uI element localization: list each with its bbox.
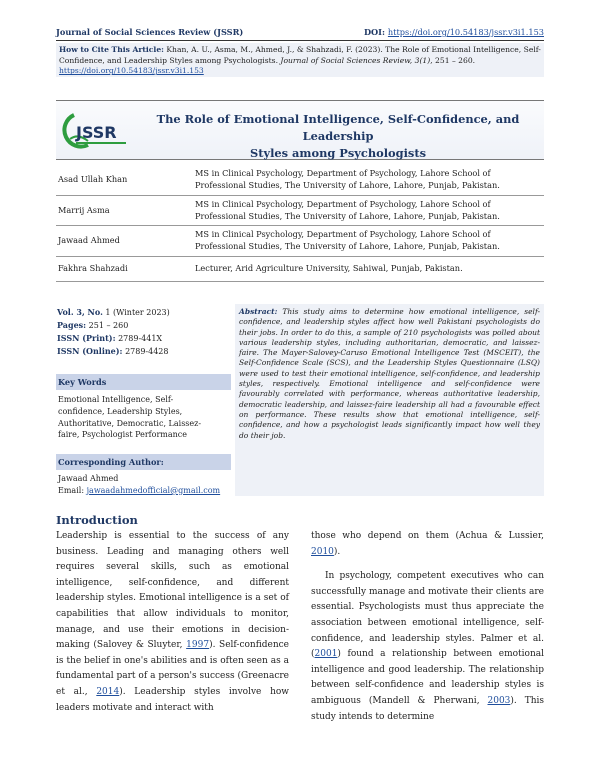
publication-info xyxy=(56,304,231,372)
author-affiliation xyxy=(195,167,540,191)
issn-print-value: 2789-441X xyxy=(118,334,163,343)
table-divider xyxy=(56,281,544,282)
author-name: Asad Ullah Khan xyxy=(58,174,128,184)
keywords-line: Emotional Intelligence, Self- xyxy=(58,395,174,404)
table-divider xyxy=(56,225,544,226)
email-label: Email: xyxy=(58,485,85,495)
title-line-1: The Role of Emotional Intelligence, Self-Confidence, and Leadership xyxy=(156,112,520,143)
paragraph xyxy=(56,529,289,716)
issn-print-label: ISSN (Print): xyxy=(57,333,116,343)
citation-ref[interactable]: 1997 xyxy=(186,640,210,651)
body-text: ) found a relationship between emotional intelligence and good leadership. The relationship between self-confidence and leadership styles is ambiguous (Mandell & Pherwani, xyxy=(311,649,544,706)
citation-label: How to Cite This Article: xyxy=(59,45,164,54)
pages-value: 251 – 260 xyxy=(88,321,129,330)
issn-online-line xyxy=(57,345,230,358)
title-banner xyxy=(56,100,544,160)
citation-journal: Journal of Social Sciences Review, 3(1), xyxy=(280,55,433,65)
jssr-logo-icon xyxy=(62,111,134,151)
introduction-heading: Introduction xyxy=(56,513,138,527)
pages-label: Pages: xyxy=(57,320,87,330)
doi-block xyxy=(364,27,544,37)
citation-ref[interactable]: 2010 xyxy=(311,546,334,557)
doi-link[interactable]: https://doi.org/10.54183/jssr.v3i1.153 xyxy=(387,27,544,37)
issn-online-value: 2789-4428 xyxy=(125,347,169,356)
body-text: In psychology, competent executives who can successfully manage and motivate their clients are essential. Psychologists must thus appreciate the association between emotional intelligence, self-confidence, and leadership styles. Palmer et al. ( xyxy=(311,571,544,660)
issn-online-label: ISSN (Online): xyxy=(57,346,123,356)
citation-ref[interactable]: 2003 xyxy=(487,695,511,706)
body-column-left xyxy=(56,529,289,716)
keywords-list xyxy=(56,392,231,443)
svg-text:JSSR: JSSR xyxy=(76,123,117,142)
header-divider xyxy=(56,40,544,41)
volume-line xyxy=(57,306,230,319)
affiliation-line: MS in Clinical Psychology, Department of Psychology, Lahore School of xyxy=(195,168,491,178)
citation-ref[interactable]: 2014 xyxy=(96,686,120,697)
author-name: Jawaad Ahmed xyxy=(58,235,120,245)
email-link[interactable]: jawaadahmedofficial@gmail.com xyxy=(86,485,221,495)
pages-line xyxy=(57,319,230,332)
affiliation-line: MS in Clinical Psychology, Department of Psychology, Lahore School of xyxy=(195,229,491,239)
body-text: Leadership is essential to the success of any business. Leading and managing others well requires several skills, such as emotional intelligence, self-confidence, and different leadership styles. Emotional intelligence is a set of capabilities that allow individuals to monitor, manage, and use their emotions in decision-making (Salovey & Sluyter, xyxy=(56,531,289,651)
body-column-right xyxy=(311,529,544,725)
abstract-box xyxy=(235,304,544,496)
corresponding-author-header: Corresponding Author: xyxy=(56,454,231,470)
citation-pages: 251 – 260. xyxy=(435,55,476,65)
table-divider xyxy=(56,256,544,257)
title-line-2: Styles among Psychologists xyxy=(249,146,426,160)
keywords-line: Authoritative, Democratic, Laissez- xyxy=(58,418,202,428)
affiliation-line: Professional Studies, The University of Lahore, Lahore, Punjab, Pakistan. xyxy=(195,241,500,251)
body-text: those who depend on them (Achua & Lussier, xyxy=(311,531,544,541)
volume-value: 1 (Winter 2023) xyxy=(105,308,170,317)
abstract-label: Abstract: xyxy=(239,307,278,316)
abstract-text: This study aims to determine how emotional intelligence, self-confidence, and leadership styles affect how well Pakistani psychologists do their jobs. In order to do this, a sample of 210 psychologists was polled about various leadership styles, including authoritarian, democratic, and laissez-faire. The Mayer-Salovey-Caruso Emotional Intelligence Test (MSCEIT), the Self-Confidence Scale (SCS), and the Leadership Styles Questionnaire (LSQ) were used to test their emotional intelligence, self-confidence, and leadership styles, respectively. Emotional intelligence and self-confidence were favourably correlated with performance, whereas authoritative leadership, democratic leadership, and laissez-faire leadership all had a favourable effect on performance. These results show that emotional intelligence, self-confidence, and how a psychologist leads significantly impact how well they do their job. xyxy=(239,307,540,440)
body-text: ). Self-confidence is the belief in one's abilities and is often seen as a fundamental part of a person's success (Greenacre et al., xyxy=(56,640,289,697)
citation-box xyxy=(56,43,544,77)
author-affiliation xyxy=(195,198,540,222)
doi-label: DOI: xyxy=(363,27,386,37)
body-text: ). Leadership styles involve how leaders motivate and interact with xyxy=(56,686,289,713)
running-header xyxy=(56,27,544,39)
affiliation-line: Professional Studies, The University of Lahore, Lahore, Punjab, Pakistan. xyxy=(195,180,500,190)
affiliation-line: Professional Studies, The University of Lahore, Lahore, Punjab, Pakistan. xyxy=(195,211,500,221)
table-divider xyxy=(56,195,544,196)
issn-print-line xyxy=(57,332,230,345)
email-line xyxy=(58,485,229,497)
corresponding-author-name: Jawaad Ahmed xyxy=(58,474,119,483)
affiliation-line: Lecturer, Arid Agriculture University, Sahiwal, Punjab, Pakistan. xyxy=(195,263,463,273)
paragraph xyxy=(311,569,544,725)
journal-name: Journal of Social Sciences Review (JSSR) xyxy=(56,27,244,37)
author-affiliation xyxy=(195,262,540,274)
keywords-line: faire, Psychologist Performance xyxy=(58,430,187,440)
article-title xyxy=(138,111,538,162)
keywords-header: Key Words xyxy=(56,374,231,390)
body-text: ). This study intends to determine xyxy=(311,695,545,722)
citation-link[interactable]: https://doi.org/10.54183/jssr.v3i1.153 xyxy=(59,66,204,76)
corresponding-author-details xyxy=(56,471,231,499)
author-name: Marrij Asma xyxy=(58,205,110,215)
volume-label: Vol. 3, No. xyxy=(57,307,103,317)
paragraph xyxy=(311,529,544,560)
citation-text: Khan, A. U., Asma, M., Ahmed, J., & Shahzadi, F. (2023). The Role of Emotional Intelligence, Self-Confidence, and Leadership Styles among Psychologists. xyxy=(59,45,541,65)
affiliation-line: MS in Clinical Psychology, Department of Psychology, Lahore School of xyxy=(195,199,491,209)
citation-ref[interactable]: 2001 xyxy=(314,649,338,660)
body-text: ). xyxy=(333,546,341,557)
keywords-line: confidence, Leadership Styles, xyxy=(58,406,183,416)
author-affiliation xyxy=(195,228,540,252)
author-name: Fakhra Shahzadi xyxy=(58,263,128,273)
